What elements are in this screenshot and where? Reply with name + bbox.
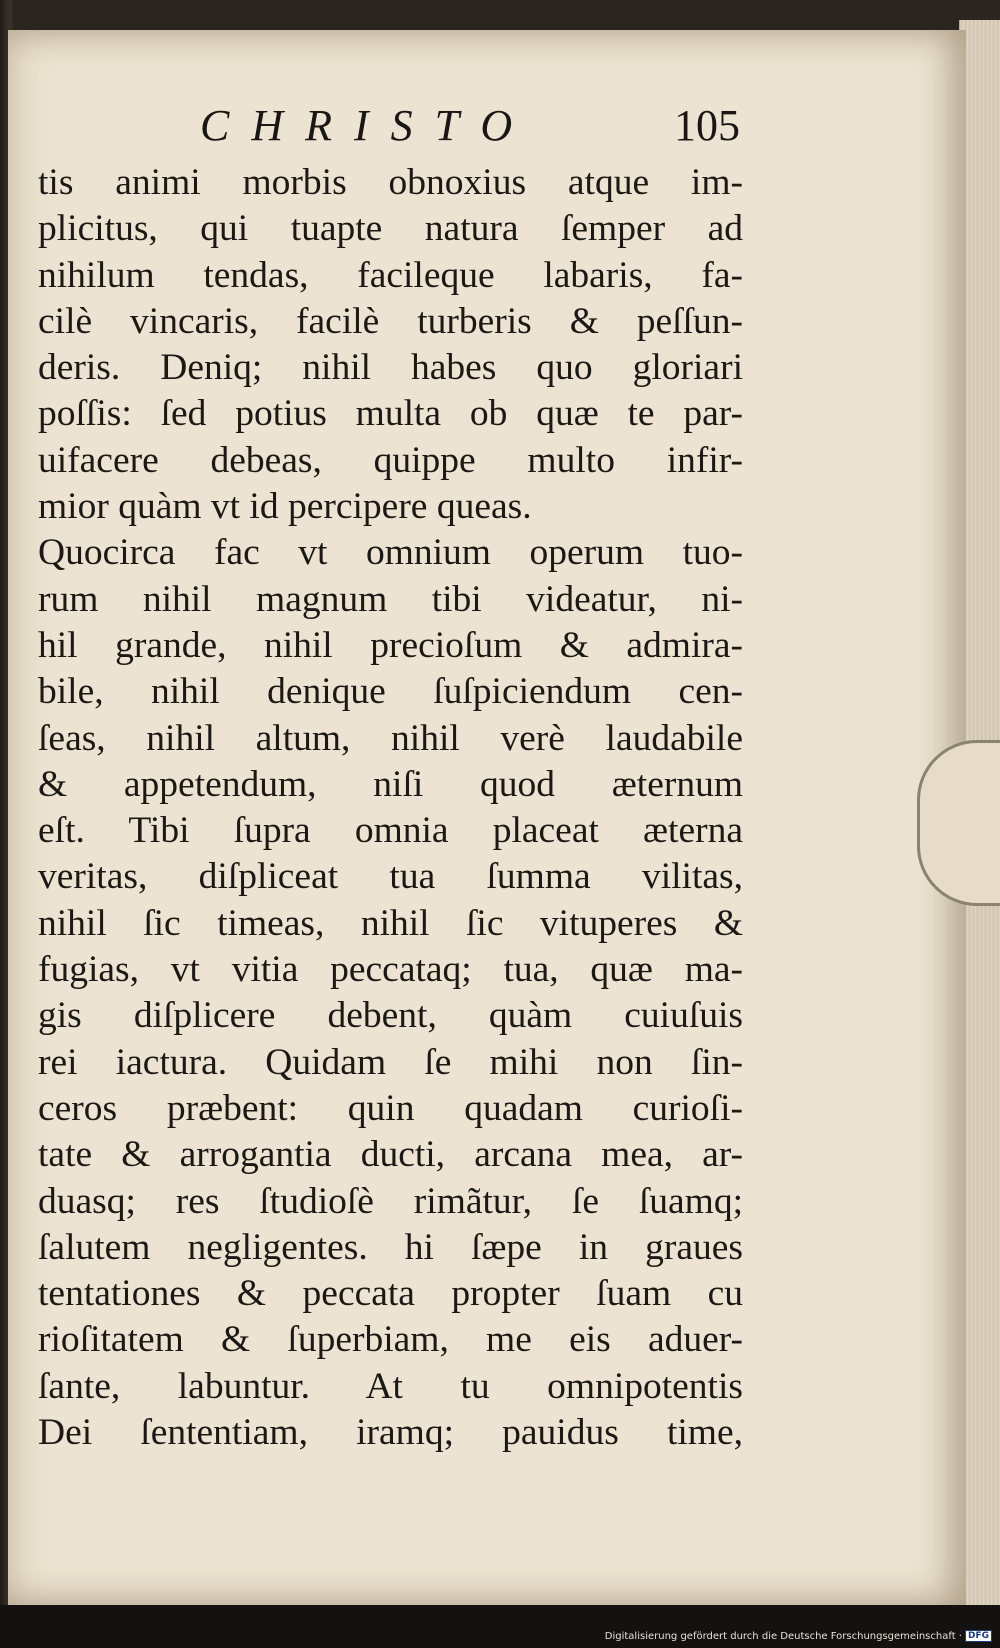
text-line: ſeas, nihil altum, nihil verè laudabile	[38, 717, 743, 759]
text-line: plicitus, qui tuapte natura ſemper ad	[38, 208, 743, 250]
text-line: deris. Deniq; nihil habes quo gloriari	[38, 347, 743, 389]
text-line: Dei ſententiam, iramq; pauidus time,	[38, 1412, 743, 1454]
page-number: 105	[674, 101, 740, 150]
text-line: tis animi morbis obnoxius atque im-	[38, 162, 743, 203]
text-line: Quocirca fac vt omnium operum tuo-	[38, 532, 743, 574]
text-line: mior quàm vt id percipere queas.	[38, 486, 532, 528]
text-line: cilè vincaris, facilè turberis & peſſun-	[38, 300, 743, 342]
text-line: gis diſplicere debent, quàm cuiuſuis	[38, 995, 743, 1037]
digitization-credit	[605, 1630, 992, 1642]
text-line: poſſis: ſed potius multa ob quæ te par-	[38, 393, 743, 435]
credit-text: Digitalisierung gefördert durch die Deutsche Forschungsgemeinschaft ·	[604, 1630, 962, 1642]
text-line: ſalutem negligentes. hi ſæpe in graues	[38, 1226, 743, 1268]
text-line: ceros præbent: quin quadam curioſi-	[38, 1087, 743, 1129]
text-line: rei iactura. Quidam ſe mihi non ſin-	[38, 1041, 743, 1083]
text-line: uifacere debeas, quippe multo infir-	[38, 439, 743, 481]
text-line: nihilum tendas, facileque labaris, fa-	[38, 254, 743, 296]
text-line: eſt. Tibi ſupra omnia placeat æterna	[38, 810, 743, 852]
text-line: rum nihil magnum tibi videatur, ni-	[38, 578, 743, 620]
text-line: duasq; res ſtudioſè rimãtur, ſe ſuamq;	[38, 1180, 743, 1222]
text-line: ſante, labuntur. At tu omnipotentis	[38, 1365, 743, 1407]
text-line: rioſitatem & ſuperbiam, me eis aduer-	[38, 1319, 743, 1361]
text-line: fugias, vt vitia peccataq; tua, quæ ma-	[38, 949, 743, 991]
text-line: tentationes & peccata propter ſuam cu	[38, 1273, 743, 1315]
text-line: tate & arrogantia ducti, arcana mea, ar-	[38, 1134, 743, 1176]
text-line: bile, nihil denique ſuſpiciendum cen-	[38, 671, 743, 713]
text-line: veritas, diſpliceat tua ſumma vilitas,	[38, 856, 743, 898]
text-line: hil grande, nihil precioſum & admira-	[38, 624, 743, 666]
text-line: nihil ſic timeas, nihil ſic vituperes &	[38, 902, 743, 944]
page-header	[200, 100, 750, 160]
text-line: & appetendum, niſi quod æternum	[38, 763, 743, 805]
running-title: CHRISTO	[200, 101, 535, 150]
body-text	[38, 160, 743, 1456]
dfg-logo: DFG	[965, 1630, 992, 1642]
book-clasp-tab	[917, 740, 1000, 906]
